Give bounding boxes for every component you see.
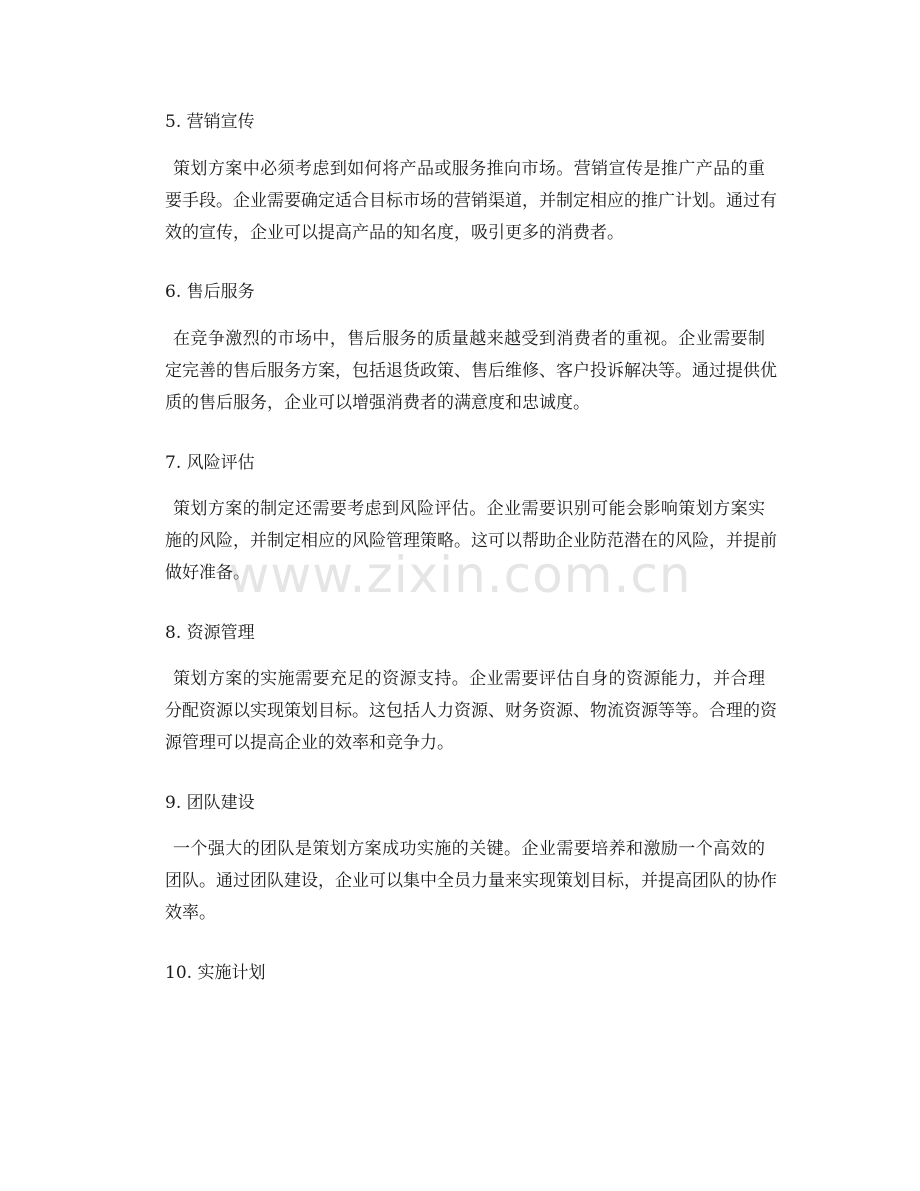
section-heading-6: 6. 售后服务 <box>165 282 255 302</box>
paragraph-line: 在竞争激烈的市场中，售后服务的质量越来越受到消费者的重视。企业需要制 <box>173 329 765 349</box>
paragraph-line: 质的售后服务，企业可以增强消费者的满意度和忠诚度。 <box>165 393 590 413</box>
paragraph-line: 做好准备。 <box>165 563 250 583</box>
paragraph-line: 策划方案中必须考虑到如何将产品或服务推向市场。营销宣传是推广产品的重 <box>173 159 765 179</box>
paragraph-line: 施的风险，并制定相应的风险管理策略。这可以帮助企业防范潜在的风险，并提前 <box>165 531 777 551</box>
section-paragraph-8 <box>165 663 777 759</box>
section-heading-9: 9. 团队建设 <box>165 793 255 813</box>
section-heading-5: 5. 营销宣传 <box>165 112 255 132</box>
section-heading-8: 8. 资源管理 <box>165 623 255 643</box>
section-paragraph-7 <box>165 493 777 589</box>
section-heading-7: 7. 风险评估 <box>165 453 255 473</box>
paragraph-line: 效的宣传，企业可以提高产品的知名度，吸引更多的消费者。 <box>165 223 624 243</box>
section-paragraph-5 <box>165 153 777 249</box>
section-heading-10: 10. 实施计划 <box>165 963 266 983</box>
paragraph-line: 定完善的售后服务方案，包括退货政策、售后维修、客户投诉解决等。通过提供优 <box>165 361 777 381</box>
section-paragraph-9 <box>165 833 777 929</box>
paragraph-line: 团队。通过团队建设，企业可以集中全员力量来实现策划目标，并提高团队的协作 <box>165 871 777 891</box>
paragraph-line: 一个强大的团队是策划方案成功实施的关键。企业需要培养和激励一个高效的 <box>173 839 765 859</box>
section-paragraph-6 <box>165 323 777 419</box>
paragraph-line: 源管理可以提高企业的效率和竞争力。 <box>165 733 454 753</box>
watermark-text: www.zixin.com.cn <box>228 546 692 604</box>
paragraph-line: 策划方案的制定还需要考虑到风险评估。企业需要识别可能会影响策划方案实 <box>173 499 765 519</box>
paragraph-line: 效率。 <box>165 903 216 923</box>
paragraph-line: 要手段。企业需要确定适合目标市场的营销渠道，并制定相应的推广计划。通过有 <box>165 191 777 211</box>
paragraph-line: 策划方案的实施需要充足的资源支持。企业需要评估自身的资源能力，并合理 <box>173 669 765 689</box>
paragraph-line: 分配资源以实现策划目标。这包括人力资源、财务资源、物流资源等等。合理的资 <box>165 701 777 721</box>
